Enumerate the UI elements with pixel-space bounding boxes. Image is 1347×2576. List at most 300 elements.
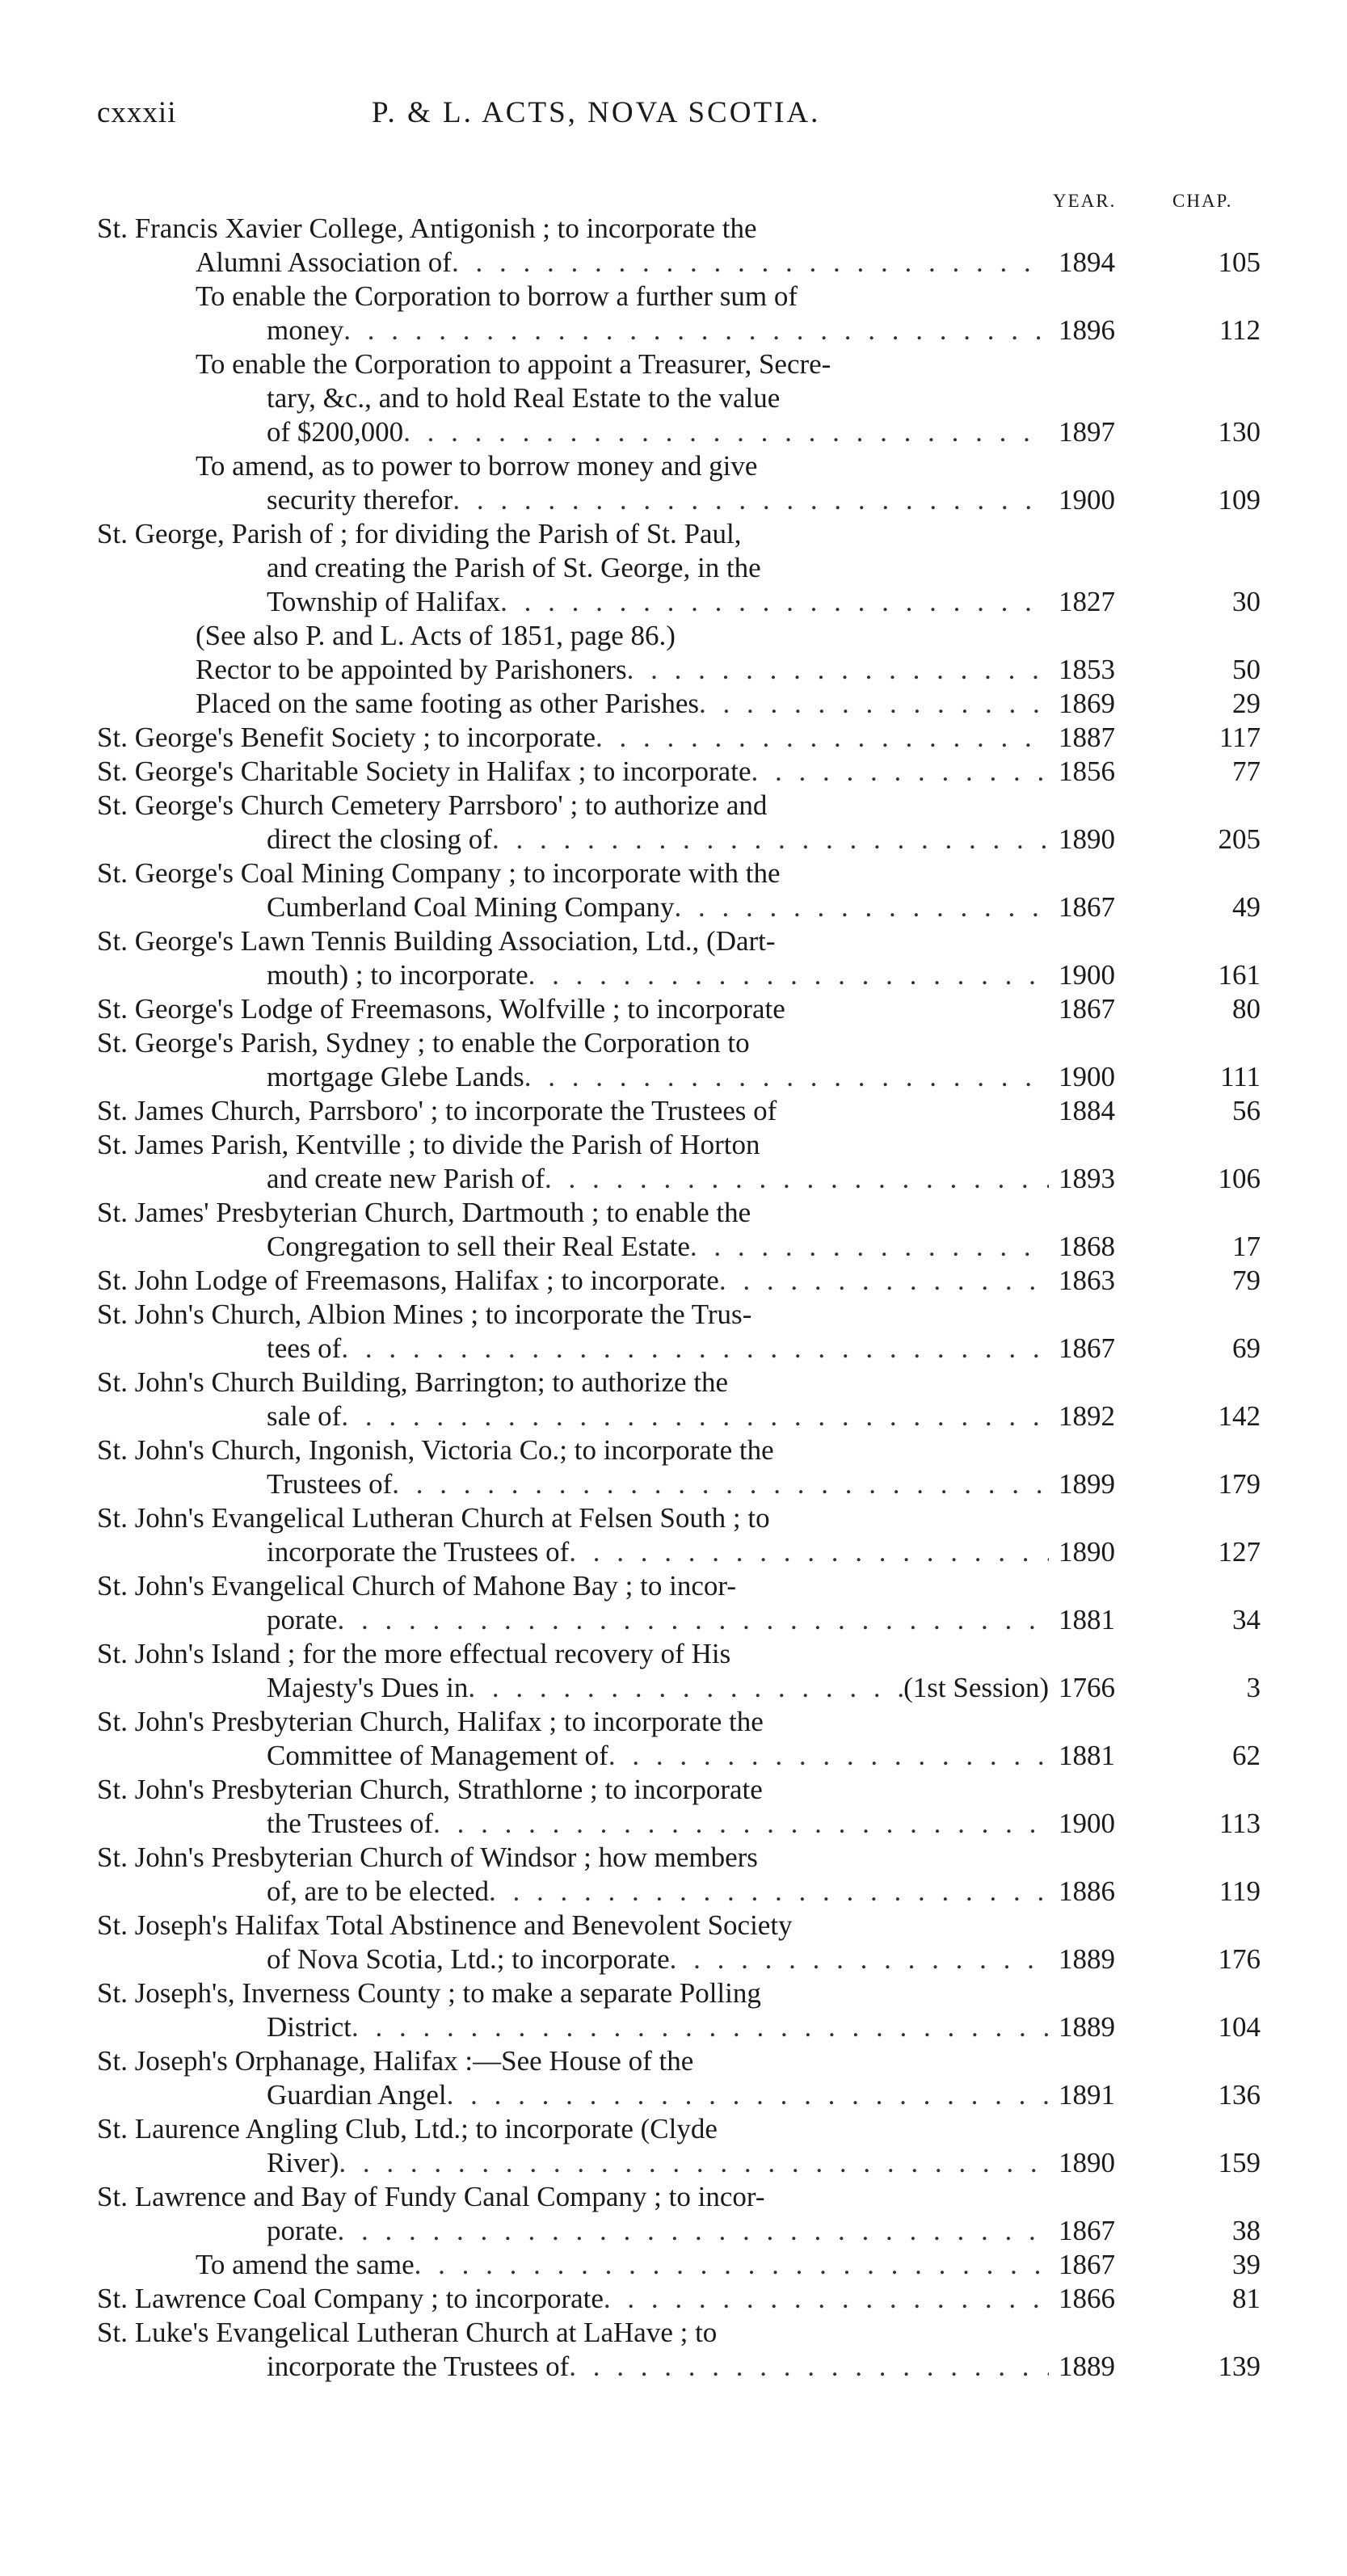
index-line [97, 2282, 1261, 2316]
entry-year: 1884 [1059, 1095, 1115, 1126]
dot-leader [337, 1603, 1049, 1637]
entry-chapter: 113 [1219, 1808, 1261, 1839]
entry-text-block [267, 2010, 1049, 2044]
entry-text-block [97, 517, 742, 551]
entry-label: tees of [267, 1332, 342, 1364]
index-line [97, 1841, 1261, 1875]
entry-chapter: 81 [1232, 2283, 1261, 2314]
entry-text-block [97, 1433, 774, 1467]
index-line [97, 1433, 1261, 1467]
entry-label: porate [267, 1604, 338, 1635]
dot-leader [447, 2078, 1049, 2112]
entry-text-block [196, 246, 1049, 280]
entry-chapter: 112 [1219, 314, 1261, 346]
entry-chapter: 109 [1218, 484, 1261, 516]
index-line [97, 1807, 1261, 1841]
entry-label: District [267, 2011, 351, 2043]
entry-text-block [267, 1230, 1049, 1264]
index-line [97, 721, 1261, 755]
index-line [97, 1875, 1261, 1909]
entry-chapter: 3 [1246, 1672, 1261, 1703]
entry-text-block [97, 1094, 777, 1128]
entry-label: Majesty's Dues in [267, 1672, 469, 1703]
entry-text-block [196, 619, 676, 653]
entry-chapter: 161 [1218, 959, 1261, 991]
dot-leader [569, 1535, 1049, 1569]
index-line [97, 2078, 1261, 2112]
entry-year: 1900 [1059, 959, 1115, 991]
index-line [97, 1909, 1261, 1943]
dot-leader [343, 314, 1049, 347]
entry-chapter: 111 [1220, 1061, 1261, 1092]
entry-text-block [97, 992, 785, 1026]
index-line [97, 1366, 1261, 1400]
entry-chapter: 139 [1218, 2351, 1261, 2382]
entry-label: of Nova Scotia, Ltd.; to incorporate [267, 1943, 670, 1975]
entry-text-block [196, 2248, 1049, 2282]
entry-year: 1881 [1059, 1604, 1115, 1635]
entry-label: St. Lawrence Coal Company ; to incorporate [97, 2283, 604, 2314]
entry-chapter: 176 [1218, 1943, 1261, 1975]
entry-chapter: 106 [1218, 1163, 1261, 1194]
entry-text-block [267, 1943, 1049, 1976]
entry-label: Congregation to sell their Real Estate [267, 1231, 690, 1262]
index-line [97, 924, 1261, 958]
entry-text-block [97, 721, 1049, 755]
entry-year: 1889 [1059, 2351, 1115, 2382]
dot-leader [453, 483, 1049, 517]
entry-year: 1867 [1059, 993, 1115, 1025]
entry-text-block [196, 449, 757, 483]
entry-label: To enable the Corporation to appoint a Treasurer, Secre- [196, 348, 831, 380]
entry-label: incorporate the Trustees of [267, 2351, 570, 2382]
entry-year: 1881 [1059, 1740, 1115, 1771]
entry-label: St. John's Church Building, Barrington; to authorize the [97, 1366, 729, 1398]
index-line [97, 2146, 1261, 2180]
dot-leader [433, 1807, 1049, 1841]
entry-text-block [267, 2078, 1049, 2112]
entry-label: mouth) ; to incorporate [267, 959, 528, 991]
index-line [97, 2248, 1261, 2282]
entry-text-block [267, 1671, 1049, 1705]
entry-label: St. George, Parish of ; for dividing the Parish of St. Paul, [97, 518, 742, 549]
entry-label: St. George's Parish, Sydney ; to enable the Corporation to [97, 1027, 750, 1059]
index-line [97, 1637, 1261, 1671]
entry-text-block [97, 857, 781, 890]
entry-chapter: 50 [1232, 654, 1261, 685]
entry-year: 1856 [1059, 756, 1115, 787]
index-line [97, 1467, 1261, 1501]
index-line [97, 958, 1261, 992]
entry-text-block [97, 2316, 717, 2350]
dot-leader [604, 2282, 1049, 2316]
index-line [97, 347, 1261, 381]
entry-text-block [97, 1976, 761, 2010]
entry-label: St. John's Church, Ingonish, Victoria Co.; to incorporate the [97, 1434, 774, 1466]
entry-label: Guardian Angel [267, 2079, 447, 2111]
entry-text-block [97, 1366, 728, 1400]
entry-year: 1866 [1059, 2283, 1115, 2314]
entry-text-block [267, 1060, 1049, 1094]
entry-text-block [97, 1026, 750, 1060]
dot-leader [489, 1875, 1049, 1909]
entry-chapter: 79 [1232, 1265, 1261, 1296]
entry-label: St. Joseph's Orphanage, Halifax :—See House of the [97, 2045, 694, 2077]
entry-label: Alumni Association of [196, 246, 452, 278]
entry-label: St. Joseph's, Inverness County ; to make a separate Polling [97, 1977, 761, 2009]
dot-leader [452, 246, 1049, 280]
entry-label: mortgage Glebe Lands [267, 1061, 524, 1092]
entry-chapter: 39 [1232, 2249, 1261, 2280]
entry-year: 1869 [1059, 688, 1115, 719]
entry-year: 1893 [1059, 1163, 1115, 1194]
index-line [97, 1943, 1261, 1976]
index-line [97, 483, 1261, 517]
entry-label: St. James Parish, Kentville ; to divide the Parish of Horton [97, 1129, 760, 1160]
index-line [97, 857, 1261, 890]
entry-chapter: 205 [1218, 823, 1261, 855]
entry-label: St. John's Presbyterian Church of Windsor ; how members [97, 1842, 758, 1873]
entry-label: security therefor [267, 484, 453, 516]
entry-year: 1887 [1059, 722, 1115, 753]
dot-leader [596, 721, 1049, 755]
entry-text-block [97, 2112, 718, 2146]
dot-leader [351, 2010, 1049, 2044]
dot-leader [569, 2350, 1049, 2384]
entry-chapter: 77 [1232, 756, 1261, 787]
entry-label: St. Luke's Evangelical Lutheran Church at LaHave ; to [97, 2317, 718, 2348]
dot-leader [627, 653, 1049, 687]
entry-label: St. Lawrence and Bay of Fundy Canal Company ; to incor- [97, 2181, 765, 2212]
entry-chapter: 105 [1218, 246, 1261, 278]
index-line [97, 1094, 1261, 1128]
dot-leader [524, 1060, 1049, 1094]
dot-leader [415, 2248, 1049, 2282]
index-line [97, 517, 1261, 551]
entry-text-block [97, 1773, 763, 1807]
entry-year: 1896 [1059, 314, 1115, 346]
dot-leader [690, 1230, 1049, 1264]
entry-text-block [97, 1569, 736, 1603]
dot-leader [341, 1332, 1049, 1366]
entry-label: St. John's Island ; for the more effectual recovery of His [97, 1638, 731, 1669]
page-header [97, 95, 1261, 144]
entry-text-block [267, 1400, 1049, 1433]
entry-text-block [267, 2350, 1049, 2384]
index-line [97, 1739, 1261, 1773]
entry-year: 1894 [1059, 246, 1115, 278]
index-line [97, 212, 1261, 246]
index-line [97, 1569, 1261, 1603]
entry-chapter: 80 [1232, 993, 1261, 1025]
entry-text-block [97, 924, 776, 958]
entry-suffix: (1st Session) [903, 1672, 1049, 1703]
index-line [97, 1026, 1261, 1060]
entry-text-block [196, 653, 1049, 687]
entry-text-block [97, 1841, 758, 1875]
entry-year: 1867 [1059, 2249, 1115, 2280]
entry-year: 1899 [1059, 1468, 1115, 1500]
dot-leader [403, 415, 1049, 449]
entry-chapter: 17 [1232, 1231, 1261, 1262]
entry-chapter: 159 [1218, 2147, 1261, 2178]
index-line [97, 415, 1261, 449]
entry-text-block [267, 415, 1049, 449]
entry-text-block [97, 1637, 730, 1671]
entry-label: St. John's Presbyterian Church, Strathlorne ; to incorporate [97, 1774, 763, 1805]
index-line [97, 1332, 1261, 1366]
entry-text-block [267, 1162, 1049, 1196]
entry-year: 1853 [1059, 654, 1115, 685]
entry-text-block [97, 1501, 770, 1535]
index-line [97, 1162, 1261, 1196]
dot-leader [341, 1400, 1049, 1433]
entry-label: St. Francis Xavier College, Antigonish ; to incorporate the [97, 213, 757, 244]
entry-text-block [97, 1909, 793, 1943]
index-line [97, 755, 1261, 789]
entry-text-block [267, 1467, 1049, 1501]
index-line [97, 1230, 1261, 1264]
index-entries [97, 212, 1261, 2384]
entry-year: 1867 [1059, 891, 1115, 923]
entry-label: River) [267, 2147, 339, 2178]
index-line [97, 1501, 1261, 1535]
entry-text-block [267, 1535, 1049, 1569]
index-line [97, 687, 1261, 721]
entry-chapter: 34 [1232, 1604, 1261, 1635]
dot-leader [339, 2146, 1049, 2180]
entry-chapter: 130 [1218, 416, 1261, 448]
dot-leader [670, 1943, 1049, 1976]
entry-text-block [267, 1807, 1049, 1841]
index-line [97, 551, 1261, 585]
index-line [97, 246, 1261, 280]
entry-label: St. James' Presbyterian Church, Dartmouth ; to enable the [97, 1197, 751, 1228]
entry-chapter: 117 [1219, 722, 1261, 753]
entry-text-block [267, 551, 761, 585]
entry-text-block [267, 890, 1049, 924]
index-line [97, 2214, 1261, 2248]
entry-text-block [267, 314, 1049, 347]
index-line [97, 2044, 1261, 2078]
entry-label: St. Laurence Angling Club, Ltd.; to incorporate (Clyde [97, 2113, 718, 2145]
entry-chapter: 62 [1232, 1740, 1261, 1771]
entry-year: 1867 [1059, 2215, 1115, 2246]
entry-label: St. George's Benefit Society ; to incorporate [97, 722, 596, 753]
entry-text-block [267, 1332, 1049, 1366]
entry-year: 1827 [1059, 586, 1115, 617]
entry-label: (See also P. and L. Acts of 1851, page 86.) [196, 620, 676, 651]
entry-year: 1900 [1059, 484, 1115, 516]
index-line [97, 1976, 1261, 2010]
index-line [97, 1298, 1261, 1332]
dot-leader [337, 2214, 1049, 2248]
entry-year: 1886 [1059, 1875, 1115, 1907]
entry-chapter: 69 [1232, 1332, 1261, 1364]
index-line [97, 890, 1261, 924]
index-line [97, 1128, 1261, 1162]
entry-label: St. John's Evangelical Lutheran Church at Felsen South ; to [97, 1502, 770, 1534]
entry-label: St. James Church, Parrsboro' ; to incorporate the Trustees of [97, 1095, 777, 1126]
entry-text-block [97, 1298, 751, 1332]
entry-label: Placed on the same footing as other Parishes [196, 688, 700, 719]
dot-leader [492, 823, 1049, 857]
entry-text-block [267, 381, 780, 415]
dot-leader [751, 755, 1049, 789]
index-line [97, 2112, 1261, 2146]
index-line [97, 1060, 1261, 1094]
entry-label: To amend, as to power to borrow money and give [196, 450, 758, 482]
entry-label: St. John Lodge of Freemasons, Halifax ; to incorporate [97, 1265, 719, 1296]
entry-label: St. Joseph's Halifax Total Abstinence and Benevolent Society [97, 1909, 793, 1941]
entry-label: and creating the Parish of St. George, in the [267, 552, 761, 583]
entry-text-block [97, 755, 1049, 789]
entry-year: 1892 [1059, 1400, 1115, 1432]
entry-text-block [97, 1128, 760, 1162]
dot-leader [699, 687, 1049, 721]
index-line [97, 1400, 1261, 1433]
entry-text-block [97, 2282, 1049, 2316]
entry-year: 1890 [1059, 2147, 1115, 2178]
entry-chapter: 119 [1219, 1875, 1261, 1907]
entry-year: 1867 [1059, 1332, 1115, 1364]
entry-text-block [97, 1196, 751, 1230]
entry-text-block [267, 958, 1049, 992]
entry-chapter: 104 [1218, 2011, 1261, 2043]
entry-year: 1900 [1059, 1061, 1115, 1092]
entry-label: St. George's Charitable Society in Halifax ; to incorporate [97, 756, 751, 787]
entry-chapter: 136 [1218, 2079, 1261, 2111]
entry-chapter: 49 [1232, 891, 1261, 923]
entry-text-block [97, 2180, 764, 2214]
entry-label: To amend the same [196, 2249, 415, 2280]
chap-column-header: CHAP. [1172, 191, 1233, 211]
entry-label: sale of [267, 1400, 342, 1432]
entry-label: Trustees of [267, 1468, 393, 1500]
dot-leader [528, 958, 1049, 992]
entry-label: St. John's Evangelical Church of Mahone Bay ; to incor- [97, 1570, 737, 1602]
entry-label: the Trustees of [267, 1808, 434, 1839]
index-line [97, 789, 1261, 823]
index-line [97, 1603, 1261, 1637]
entry-text-block [196, 280, 798, 314]
entry-chapter: 38 [1232, 2215, 1261, 2246]
dot-leader [719, 1264, 1049, 1298]
entry-label: St. George's Coal Mining Company ; to incorporate with the [97, 857, 781, 889]
year-column-header: YEAR. [1053, 191, 1117, 211]
index-line [97, 585, 1261, 619]
index-line [97, 619, 1261, 653]
entry-text-block [97, 1705, 764, 1739]
entry-label: To enable the Corporation to borrow a further sum of [196, 280, 798, 312]
entry-label: St. George's Church Cemetery Parrsboro' ; to authorize and [97, 789, 768, 821]
entry-label: Committee of Management of [267, 1740, 608, 1771]
index-line [97, 1196, 1261, 1230]
index-line [97, 653, 1261, 687]
entry-year: 1890 [1059, 823, 1115, 855]
entry-chapter: 142 [1218, 1400, 1261, 1432]
entry-label: St. George's Lawn Tennis Building Association, Ltd., (Dart- [97, 925, 776, 957]
entry-text-block [267, 1603, 1049, 1637]
index-line [97, 1535, 1261, 1569]
entry-label: of, are to be elected [267, 1875, 489, 1907]
entry-label: and create new Parish of [267, 1163, 545, 1194]
entry-label: Cumberland Coal Mining Company [267, 891, 675, 923]
entry-text-block [267, 2146, 1049, 2180]
entry-year: 1863 [1059, 1265, 1115, 1296]
entry-text-block [97, 212, 757, 246]
entry-chapter: 29 [1232, 688, 1261, 719]
entry-text-block [267, 483, 1049, 517]
index-line [97, 1705, 1261, 1739]
entry-label: money [267, 314, 344, 346]
index-line [97, 449, 1261, 483]
entry-text-block [267, 585, 1049, 619]
entry-text-block [97, 1264, 1049, 1298]
dot-leader [468, 1671, 903, 1705]
index-line [97, 1773, 1261, 1807]
entry-text-block [267, 1739, 1049, 1773]
entry-year: 1900 [1059, 1808, 1115, 1839]
entry-year: 1891 [1059, 2079, 1115, 2111]
entry-chapter: 56 [1232, 1095, 1261, 1126]
entry-label: direct the closing of [267, 823, 492, 855]
entry-label: Township of Halifax [267, 586, 501, 617]
index-line [97, 2350, 1261, 2384]
entry-label: St. George's Lodge of Freemasons, Wolfville ; to incorporate [97, 993, 785, 1025]
entry-year: 1897 [1059, 416, 1115, 448]
dot-leader [608, 1739, 1049, 1773]
entry-chapter: 179 [1218, 1468, 1261, 1500]
entry-year: 1868 [1059, 1231, 1115, 1262]
index-line [97, 1671, 1261, 1705]
entry-text-block [267, 1875, 1049, 1909]
entry-label: Rector to be appointed by Parishoners [196, 654, 627, 685]
entry-chapter: 127 [1218, 1536, 1261, 1568]
entry-label: porate [267, 2215, 338, 2246]
entry-text-block [267, 823, 1049, 857]
index-line [97, 2316, 1261, 2350]
entry-year: 1890 [1059, 1536, 1115, 1568]
entry-label: St. John's Presbyterian Church, Halifax ; to incorporate the [97, 1706, 764, 1737]
index-line [97, 280, 1261, 314]
entry-text-block [196, 347, 831, 381]
dot-leader [392, 1467, 1049, 1501]
entry-year: 1889 [1059, 1943, 1115, 1975]
entry-year: 1889 [1059, 2011, 1115, 2043]
entry-label: tary, &c., and to hold Real Estate to the value [267, 382, 781, 414]
entry-label: St. John's Church, Albion Mines ; to incorporate the Trus- [97, 1299, 752, 1330]
entry-text-block [196, 687, 1049, 721]
running-title: P. & L. ACTS, NOVA SCOTIA. [372, 96, 821, 129]
entry-label: of $200,000 [267, 416, 404, 448]
dot-leader [500, 585, 1049, 619]
index-line [97, 992, 1261, 1026]
index-line [97, 314, 1261, 347]
dot-leader [675, 890, 1049, 924]
entry-chapter: 30 [1232, 586, 1261, 617]
page-number: cxxxii [97, 96, 177, 129]
index-line [97, 823, 1261, 857]
entry-text-block [97, 789, 767, 823]
index-line [97, 2180, 1261, 2214]
entry-text-block [267, 2214, 1049, 2248]
index-line [97, 2010, 1261, 2044]
entry-text-block [97, 2044, 693, 2078]
index-line [97, 1264, 1261, 1298]
entry-label: incorporate the Trustees of [267, 1536, 570, 1568]
dot-leader [545, 1162, 1049, 1196]
